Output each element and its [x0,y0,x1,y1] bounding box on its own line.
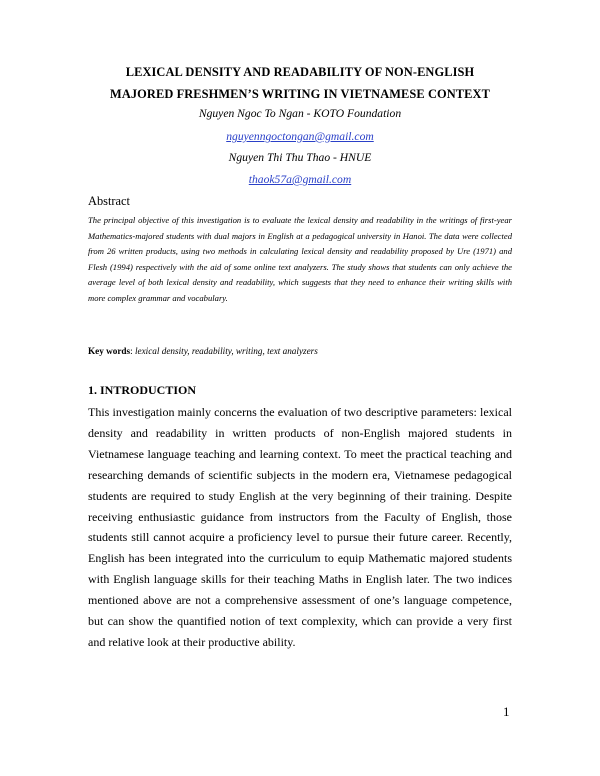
paper-title-line-2: MAJORED FRESHMEN’S WRITING IN VIETNAMESE CONTEXT [110,87,490,101]
author-1-name: Nguyen Ngoc To Ngan - KOTO Foundation [198,107,402,120]
author-1-email-line [60,130,540,144]
author-2-email-line [60,173,540,187]
paper-title-line-1: LEXICAL DENSITY AND READABILITY OF NON-ENGLISH [125,65,475,79]
introduction-paragraph: This investigation mainly concerns the evaluation of two descriptive parameters: lexical density and readability in written products of non-English majored students in Vietnamese language teaching and learning context. To meet the practical teaching and researching demands of scientific subjects in the modern era, Vietnamese pedagogical students are required to study English at the very beginning of their training. Despite receiving enthusiastic guidance from instructors from the Faculty of English, those students still cannot acquire a proficiency level to pursue their future career. Recently, English has been integrated into the curriculum to equip Mathematic majored students with English language skills for their teaching Maths in English later. The two indices mentioned above are not a comprehensive assessment of one’s language competence, but can show the quantified notion of text complexity, which can provide a very first and relative look at their productive ability. [88,405,512,649]
author-1-email-link[interactable]: nguyenngoctongan@gmail.com [226,130,374,143]
abstract-heading: Abstract [88,194,130,208]
author-2-name: Nguyen Thi Thu Thao - HNUE [228,151,372,164]
keywords-list: lexical density, readability, writing, text analyzers [134,346,318,356]
section-heading-introduction: 1. INTRODUCTION [88,383,197,397]
keywords-line [88,346,512,356]
author-2-email-link[interactable]: thaok57a@gmail.com [248,173,352,186]
keywords-label: Key words [88,346,131,356]
abstract-body: The principal objective of this investigation is to evaluate the lexical density and readability in the writings of first-year Mathematics-majored students with dual majors in English at a pedagogical university in Hanoi. The data were collected from 26 written products, using two methods in calculating lexical density and readability proposed by Ure (1971) and Flesh (1994) respectively with the aid of some online text analyzers. The study shows that students can only achieve the average level of both lexical density and readability, which suggests that they need to enhance their writing skills with more complex grammar and vocabulary. [88,215,512,303]
keywords-separator: : [130,346,135,356]
page-number: 1 [503,704,510,719]
